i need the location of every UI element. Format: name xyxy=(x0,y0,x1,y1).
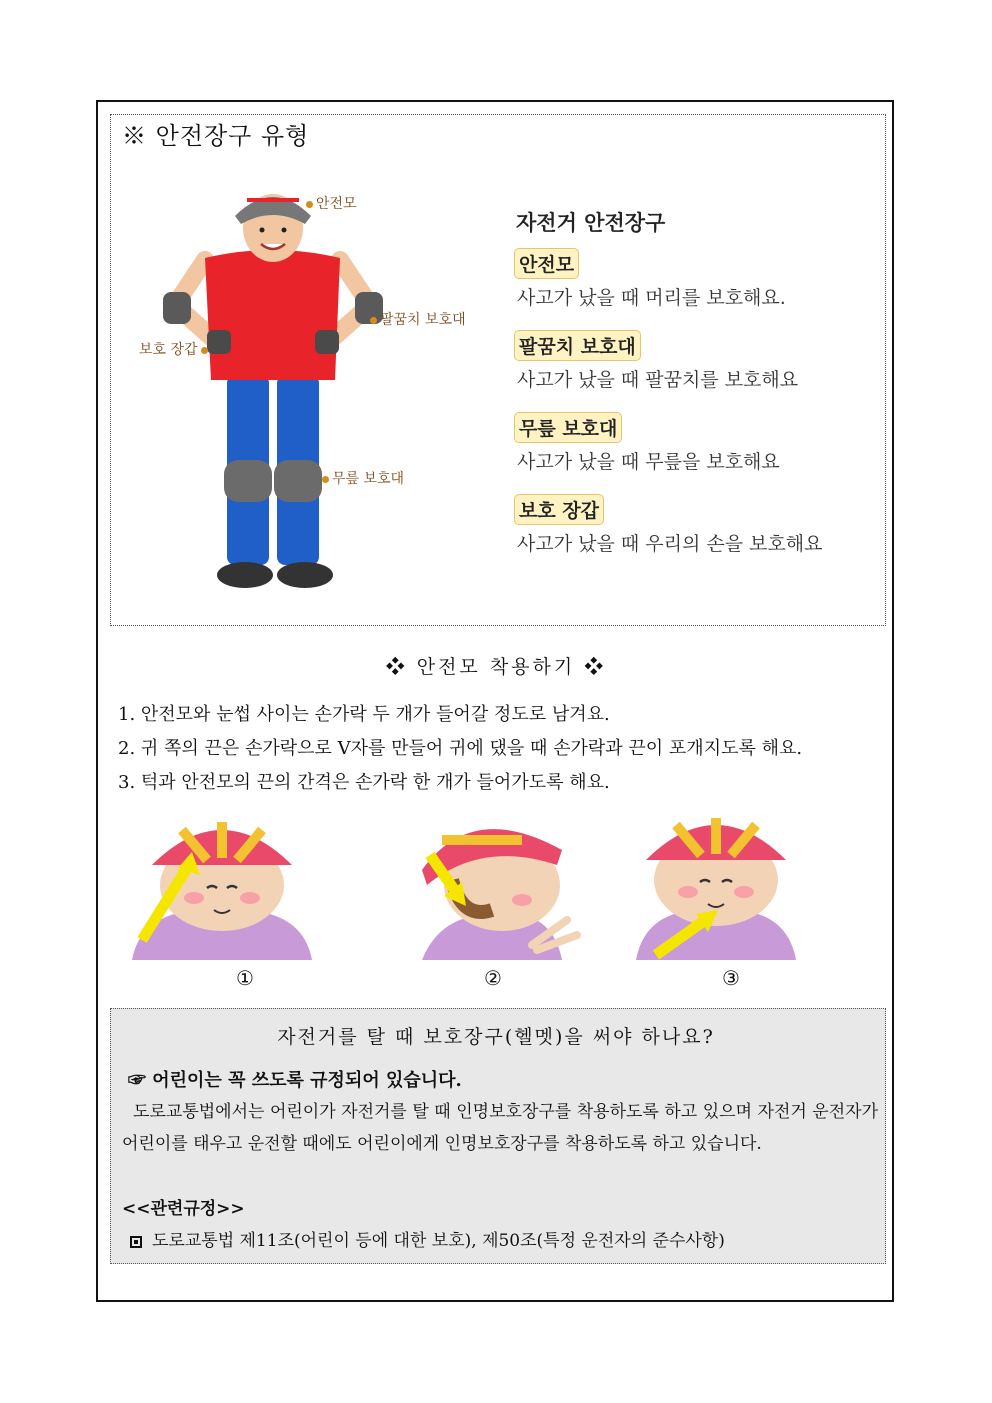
helmet-illustration-1 xyxy=(122,810,322,960)
label-elbow-pad: 팔꿈치 보호대 xyxy=(367,309,466,329)
gear-item-name: 팔꿈치 보호대 xyxy=(514,330,641,361)
wear-step-1: 1. 안전모와 눈썹 사이는 손가락 두 개가 들어갈 정도로 남겨요. xyxy=(118,704,610,725)
illustration-number-2: ② xyxy=(484,966,502,990)
wear-step-2: 2. 귀 쪽의 끈은 손가락으로 V자를 만들어 귀에 댔을 때 손가락과 끈이 포개지도록 해요. xyxy=(118,738,803,759)
gear-item-desc: 사고가 났을 때 우리의 손을 보호해요 xyxy=(517,533,823,555)
gear-item-desc: 사고가 났을 때 머리를 보호해요. xyxy=(517,287,786,309)
gear-heading: 자전거 안전장구 xyxy=(516,211,666,235)
wear-step-3: 3. 턱과 안전모의 끈의 간격은 손가락 한 개가 들어가도록 해요. xyxy=(118,772,610,793)
gear-item-desc: 사고가 났을 때 팔꿈치를 보호해요 xyxy=(517,369,799,391)
square-bullet-icon xyxy=(130,1236,142,1248)
gear-item-name: 안전모 xyxy=(514,248,579,279)
related-rules-title: <<관련규정>> xyxy=(122,1199,245,1219)
gear-item-knee xyxy=(514,412,780,474)
gear-section-title: ※ 안전장구 유형 xyxy=(122,122,310,150)
faq-question: 자전거를 탈 때 보호장구(헬멧)을 써야 하나요? xyxy=(277,1026,715,1048)
label-gloves: 보호 장갑 xyxy=(139,339,211,359)
illustration-number-1: ① xyxy=(236,966,254,990)
kid-with-gear-image xyxy=(135,180,480,600)
gear-item-name: 보호 장갑 xyxy=(514,494,604,525)
kid-illustration xyxy=(135,180,480,600)
gear-item-gloves xyxy=(514,494,823,556)
gear-item-desc: 사고가 났을 때 무릎을 보호해요 xyxy=(517,451,780,473)
gear-item-helmet xyxy=(514,248,786,310)
related-rule-item: 도로교통법 제11조(어린이 등에 대한 보호), 제50조(특정 운전자의 준수사항) xyxy=(130,1226,725,1251)
gear-item-elbow xyxy=(514,330,798,392)
label-helmet: 안전모 xyxy=(303,193,357,213)
faq-answer: ☞ 어린이는 꼭 쓰도록 규정되어 있습니다. xyxy=(128,1070,462,1091)
faq-body: 도로교통법에서는 어린이가 자전거를 탈 때 인명보호장구를 착용하도록 하고 있으며 자전거 운전자가 어린이를 태우고 운전할 때에도 어린이에게 인명보호장구를 착용하도록 하고 있습니다. xyxy=(122,1102,878,1154)
wear-section-title: ❖ 안전모 착용하기 ❖ xyxy=(385,656,607,678)
helmet-illustration-2 xyxy=(382,810,592,960)
helmet-illustration-3 xyxy=(626,810,806,960)
label-knee-pad: 무릎 보호대 xyxy=(319,468,404,488)
illustration-number-3: ③ xyxy=(722,966,740,990)
gear-item-name: 무릎 보호대 xyxy=(514,412,622,443)
